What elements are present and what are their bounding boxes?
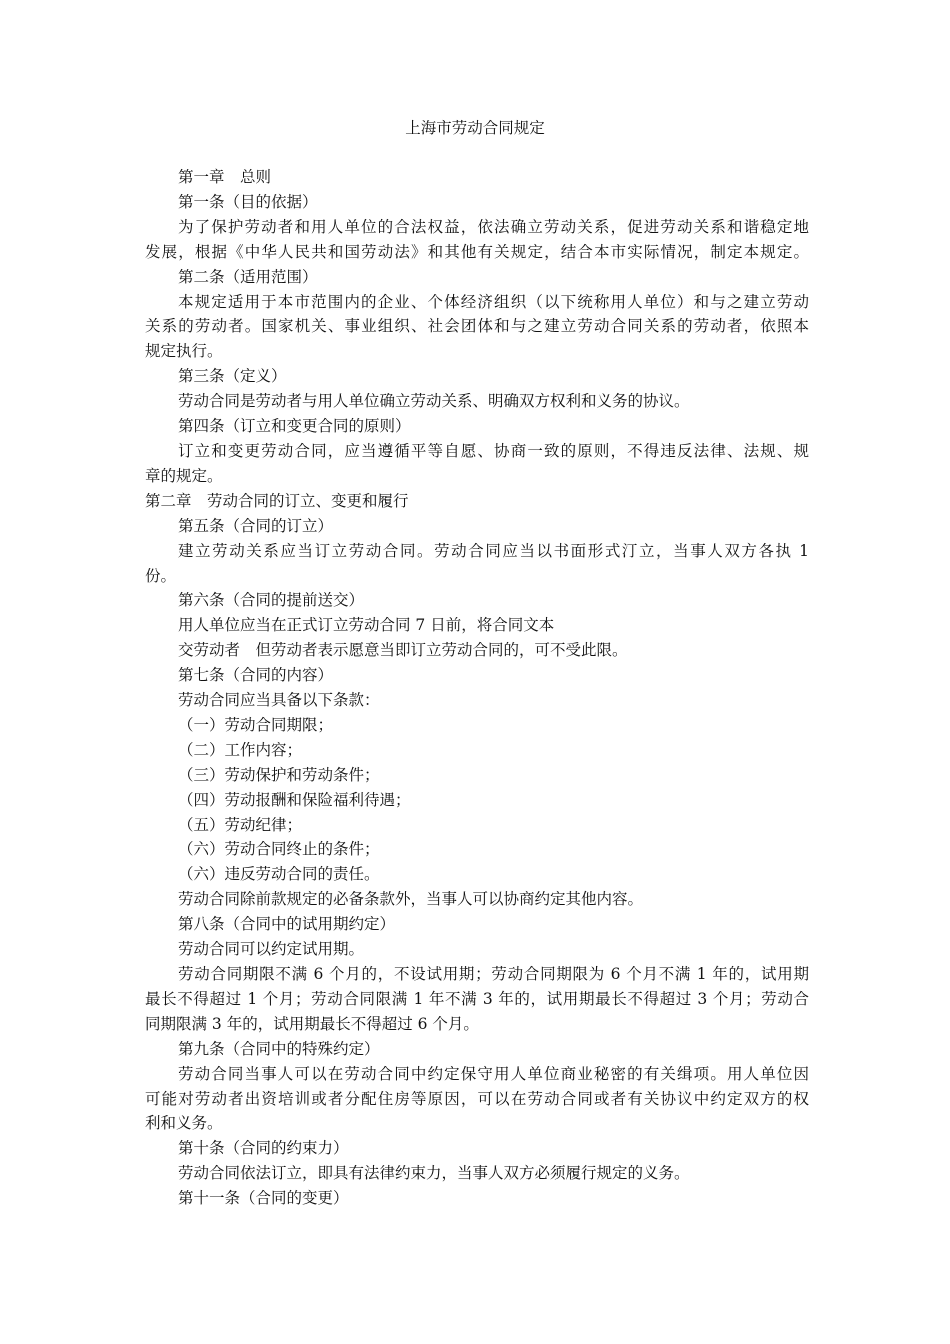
text-line: 劳动合同应当具备以下条款： xyxy=(178,691,380,710)
text-line: 可能对劳动者出资培训或者分配住房等原因，可以在劳动合同或者有关协议中约定双方的权 xyxy=(145,1089,809,1108)
text-line: 第一章 总则 xyxy=(178,168,272,186)
text-line: 劳动合同是劳动者与用人单位确立劳动关系、明确双方权利和义务的协议。 xyxy=(178,392,690,411)
text-line: 劳动合同期限不满 6 个月的，不设试用期；劳动合同期限为 6 个月不满 1 年的，试用期 xyxy=(178,965,809,983)
text-line: 第二章 劳动合同的订立、变更和履行 xyxy=(145,491,409,510)
text-line: 用人单位应当在正式订立劳动合同 7 日前，将合同文本 xyxy=(178,616,555,635)
text-line: （四）劳动报酬和保险福利待遇； xyxy=(178,790,411,809)
text-line: （五）劳动纪律； xyxy=(178,815,303,834)
text-line: 发展，根据《中华人民共和国劳动法》和其他有关规定，结合本市实际情况，制定本规定。 xyxy=(145,242,809,261)
text-line: 劳动合同依法订立，即具有法律约束力，当事人双方必须履行规定的义务。 xyxy=(178,1164,690,1183)
text-line: 第十一条（合同的变更） xyxy=(178,1189,349,1208)
text-line: 劳动合同可以约定试用期。 xyxy=(178,940,365,959)
text-line: 为了保护劳动者和用人单位的合法权益，依法确立劳动关系，促进劳动关系和谐稳定地 xyxy=(178,217,809,236)
text-line: 第四条（订立和变更合同的原则） xyxy=(178,417,411,436)
text-line: 建立劳动关系应当订立劳动合同。劳动合同应当以书面形式汀立，当事人双方各执 1 xyxy=(178,541,809,560)
document-body xyxy=(145,165,809,1211)
text-line: 第八条（合同中的试用期约定） xyxy=(178,915,396,934)
text-line: 第三条（定义） xyxy=(178,367,287,386)
text-line: 劳动合同除前款规定的必备条款外，当事人可以协商约定其他内容。 xyxy=(178,890,644,909)
text-line: 第七条（合同的内容） xyxy=(178,666,334,685)
text-line: 利和义务。 xyxy=(145,1114,223,1133)
text-line: 订立和变更劳动合同，应当遵循平等自愿、协商一致的原则，不得违反法律、法规、规 xyxy=(178,441,809,460)
text-line: 劳动合同当事人可以在劳动合同中约定保守用人单位商业秘密的有关缉项。用人单位因 xyxy=(178,1064,809,1083)
text-line: 章的规定。 xyxy=(145,466,223,485)
text-line: 第一条（目的依据） xyxy=(178,192,318,211)
text-line: 第九条（合同中的特殊约定） xyxy=(178,1039,380,1058)
text-line: （六）违反劳动合同的责任。 xyxy=(178,865,380,884)
text-line: 规定执行。 xyxy=(145,342,223,361)
text-line: 第五条（合同的订立） xyxy=(178,516,334,535)
document-title: 上海市劳动合同规定 xyxy=(405,119,545,137)
text-line: 本规定适用于本市范围内的企业、个体经济组织（以下统称用人单位）和与之建立劳动 xyxy=(178,292,809,311)
text-line: 第六条（合同的提前送交） xyxy=(178,591,365,610)
text-line: （二）工作内容； xyxy=(178,740,303,759)
text-line: 同期限满 3 年的，试用期最长不得超过 6 个月。 xyxy=(145,1014,479,1033)
text-line: 关系的劳动者。国家机关、事业组织、社会团体和与之建立劳动合同关系的劳动者，依照本 xyxy=(145,317,809,336)
text-line: 第二条（适用范围） xyxy=(178,267,318,286)
text-line: （三）劳动保护和劳动条件； xyxy=(178,765,380,784)
text-line: 最长不得超过 1 个月；劳动合同限满 1 年不满 3 年的，试用期最长不得超过 3 个月；劳动合 xyxy=(145,989,809,1008)
text-line: 交劳动者 但劳动者表示愿意当即订立劳动合同的，可不受此限。 xyxy=(178,641,628,660)
text-line: 第十条（合同的约束力） xyxy=(178,1139,349,1158)
text-line: （一）劳动合同期限； xyxy=(178,715,334,734)
text-line: 份。 xyxy=(145,566,177,585)
text-line: （六）劳动合同终止的条件； xyxy=(178,840,380,859)
